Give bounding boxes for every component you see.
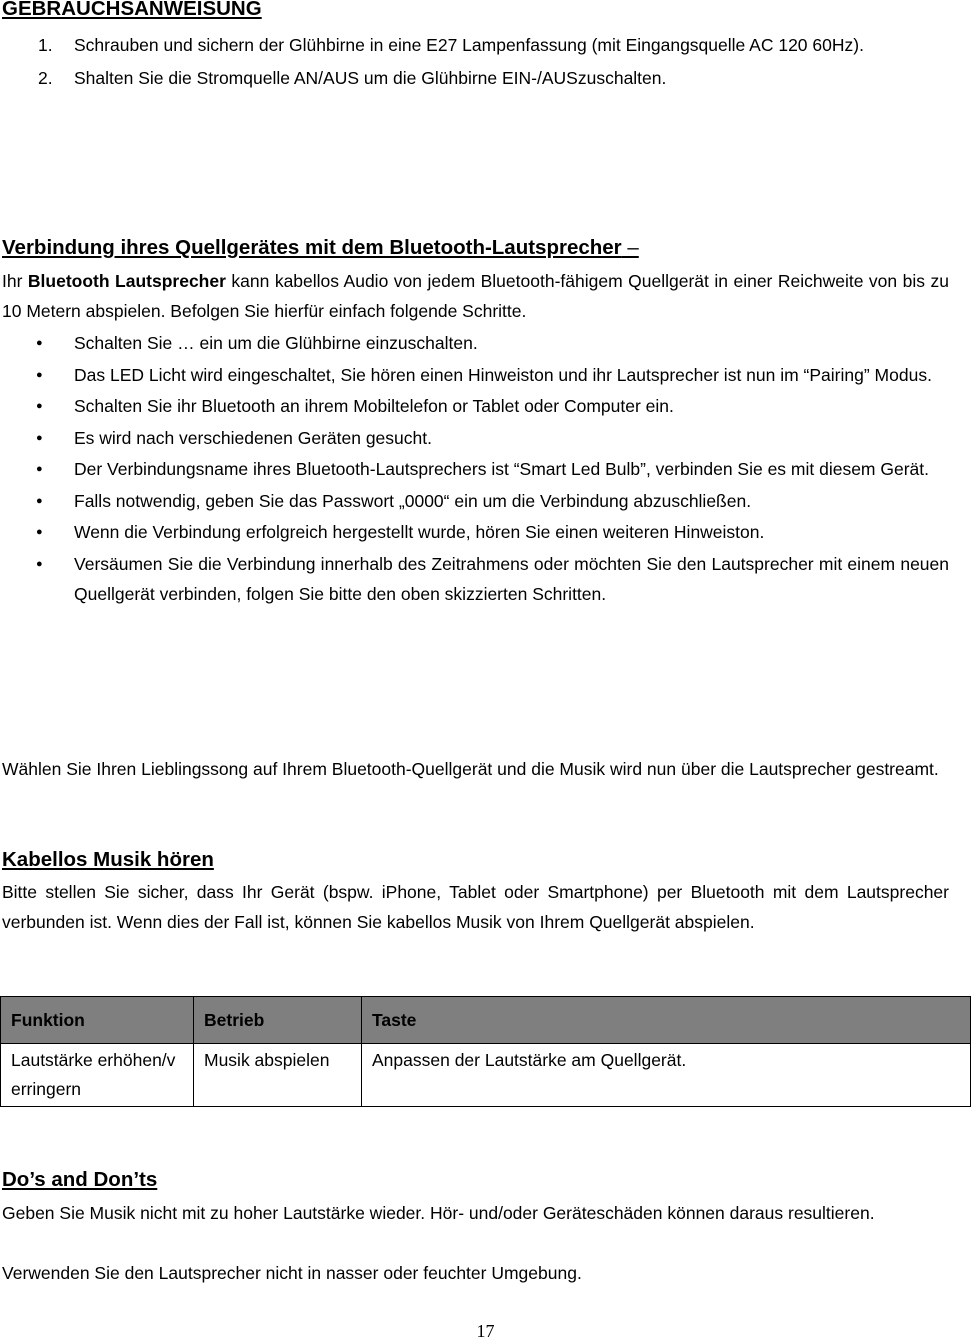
- bullet-item: ● Falls notwendig, geben Sie das Passwort „0000“ ein um die Verbindung abzuschließen.: [0, 486, 949, 516]
- cell-taste: Anpassen der Lautstärke am Quellgerät.: [362, 1044, 971, 1107]
- step-text: Shalten Sie die Stromquelle AN/AUS um die Glühbirne EIN-/AUSzuschalten.: [74, 68, 667, 88]
- header-taste: Taste: [362, 997, 971, 1044]
- bullet-item: ● Das LED Licht wird eingeschaltet, Sie hören einen Hinweiston und ihr Lautsprecher ist nun im “Pairing” Modus.: [0, 360, 949, 390]
- dos-heading: Do’s and Don’ts: [2, 1168, 158, 1191]
- cell-betrieb: Musik abspielen: [194, 1044, 362, 1107]
- instruction-step: [0, 30, 950, 60]
- step-number: 2.: [38, 68, 53, 88]
- controls-table: [0, 996, 971, 1107]
- wireless-heading: Kabellos Musik hören: [2, 848, 214, 871]
- instruction-steps: [0, 30, 950, 96]
- connect-heading-dash: –: [621, 236, 639, 259]
- dos-line: Geben Sie Musik nicht mit zu hoher Lautstärke wieder. Hör- und/oder Geräteschäden können daraus resultieren.: [2, 1203, 875, 1223]
- intro-bold: Bluetooth Lautsprecher: [27, 271, 226, 291]
- listening-paragraph: Wählen Sie Ihren Lieblingssong auf Ihrem Bluetooth-Quellgerät und die Musik wird nun über die Lautsprecher gestreamt.: [2, 759, 939, 779]
- intro-prefix: Ihr: [2, 271, 28, 291]
- bullet-item: ● Wenn die Verbindung erfolgreich hergestellt wurde, hören Sie einen weiteren Hinweiston.: [0, 517, 949, 547]
- bullet-item: ● Versäumen Sie die Verbindung innerhalb des Zeitrahmens oder möchten Sie den Lautsprecher mit einem neuen Quellgerät verbinden, folgen Sie bitte den oben skizzierten Schritten.: [0, 549, 949, 609]
- step-text: Schrauben und sichern der Glühbirne in eine E27 Lampenfassung (mit Eingangsquelle AC 120 60Hz).: [74, 35, 864, 55]
- instructions-heading: GEBRAUCHSANWEISUNG: [2, 0, 262, 20]
- table-header-row: [1, 997, 971, 1044]
- table-row: [1, 1044, 971, 1107]
- connect-heading-text: Verbindung ihres Quellgerätes mit dem Bluetooth-Lautsprecher: [2, 236, 622, 259]
- bullet-item: ● Der Verbindungsname ihres Bluetooth-Lautsprechers ist “Smart Led Bulb”, verbinden Sie es mit diesem Gerät.: [0, 454, 949, 484]
- header-betrieb: Betrieb: [194, 997, 362, 1044]
- connect-steps: [0, 328, 949, 610]
- instruction-step: [0, 63, 950, 93]
- wireless-paragraph: Bitte stellen Sie sicher, dass Ihr Gerät (bspw. iPhone, Tablet oder Smartphone) per Bluetooth mit dem Lautsprecher verbunden ist. Wenn dies der Fall ist, können Sie kabellos Musik von Ihrem Quellgerät abspielen.: [2, 882, 949, 932]
- dos-line: Verwenden Sie den Lautsprecher nicht in nasser oder feuchter Umgebung.: [2, 1263, 582, 1283]
- connect-intro: [2, 266, 949, 326]
- bullet-item: ● Schalten Sie ihr Bluetooth an ihrem Mobiltelefon or Tablet oder Computer ein.: [0, 391, 949, 421]
- connect-heading: [2, 235, 639, 262]
- cell-funktion: Lautstärke erhöhen/verringern: [1, 1044, 194, 1107]
- page-number: 17: [476, 1321, 495, 1341]
- intro-rest: kann kabellos Audio von jedem Bluetooth-fähigem Quellgerät in einer Reichweite von bis zu 10 Metern abspielen. Befolgen Sie hierfür einfach folgende Schritte.: [2, 271, 949, 321]
- bullet-item: ● Es wird nach verschiedenen Geräten gesucht.: [0, 423, 949, 453]
- bullet-item: ● Schalten Sie … ein um die Glühbirne einzuschalten.: [0, 328, 949, 358]
- header-funktion: Funktion: [1, 997, 194, 1044]
- step-number: 1.: [38, 35, 53, 55]
